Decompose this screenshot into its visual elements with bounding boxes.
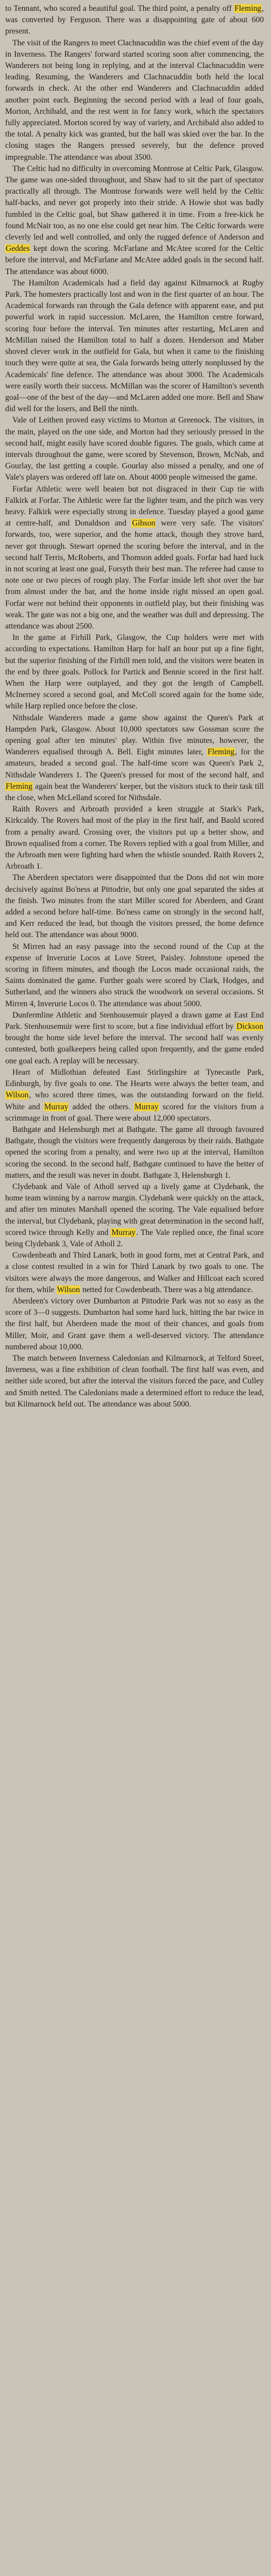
report-paragraph: In the game at Firhill Park, Glasgow, the Cup holders were met with according to expectations. Hamilton Harp for half an hour put up a fine fight, but the superior finishing of the Firhill men told, and the visitors were beaten in the end by three goals. Pollock for Partick and Bennie scored in the first half. When the Harp were outplayed, and they got the length of Campbell. McInerney scored a second goal, and McColl scored again for the home side, while Harp replied once before the close. (5, 633, 264, 711)
search-highlight: Wilson (57, 1285, 80, 1294)
report-paragraph: Dunfermline Athletic and Stenhousemuir played a drawn game at East End Park. Stenhousemuir were first to score, but a fine individual effort by Dickson brought the home side level before the interval. The second half was evenly contested, both goalkeepers being called upon frequently, and the game ended one goal each. A replay will be necessary. (5, 1010, 264, 1065)
report-paragraph: Nithsdale Wanderers made a game show against the Queen's Park at Hampden Park, Glasgow. About 10,000 spectators saw Gossman score the opening goal after ten minutes' play. Within five minutes, however, the Wanderers equalised through A. Bell. Eight minutes later, Fleming, for the amateurs, headed a second goal. The half-time score was Queen's Park 2, Nithsdale Wanderers 1. The Queen's pressed for most of the second half, and Fleming again beat the Wanderers' keeper, but the visitors stuck to their task till the close, when McLelland scored for Nithsdale. (5, 713, 264, 803)
report-paragraph: Vale of Leithen proved easy victims to Morton at Greenock. The visitors, in the main, played on the one side, and Morton had they seriously pressed in the second half, might easily have scored double figures. The goals, which came at intervals throughout the game, were scored by Stevenson, Brown, McNab, and Gourlay, the last getting a couple. Gourlay also missed a penalty, and one of Vale's players was ordered off late on. About 4000 people witnessed the game. (5, 416, 264, 482)
report-paragraph: Bathgate and Helensburgh met at Bathgate. The game all through favoured Bathgate, though the visitors were frequently dangerous by their raids. Bathgate opened the scoring from a penalty, and were two up at the interval, Hamilton scoring the second. In the second half, Bathgate continued to have the better of matters, and the result was never in doubt. Bathgate 3, Helensburgh 1. (5, 1125, 264, 1180)
search-highlight: Fleming (6, 782, 32, 791)
search-highlight: Murray (111, 1228, 136, 1237)
report-paragraph: Cowdenbeath and Third Lanark, both in good form, met at Central Park, and a close contest resulted in a win for Third Lanark by two goals to one. The visitors were always the more dangerous, and Walker and Hillcoat each scored for them, while Wilson netted for Cowdenbeath. There was a big attendance. (5, 1251, 264, 1294)
search-highlight: Dickson (236, 1022, 263, 1031)
report-paragraph: The match between Inverness Caledonian and Kilmarnock, at Telford Street, Inverness, was a fine exhibition of clean football. The first half was even, and neither side scored, but after the interval the visitors forced the pace, and Culley and Smith netted. The Caledonians made a determined effort to reduce the lead, but Kilmarnock held out. The attendance was about 5000. (5, 1353, 264, 1409)
search-highlight: Wilson (6, 1091, 29, 1100)
search-highlight: Geddes (6, 244, 30, 253)
report-paragraph: The Celtic had no difficulty in overcoming Montrose at Celtic Park, Glasgow. The game was one-sided throughout, and Shaw had to sit the part of spectator practically all through. The Montrose forwards were well held by the Celtic half-backs, and never got properly into their stride. A Howie shot was badly fumbled in the Celtic goal, but Shaw gathered it in time. From a free-kick he found McNair too, as no one else could get near him. The Celtic forwards were cleverly led and well controlled, and only the rugged defence of Anderson and Geddes kept down the scoring. McFarlane and McAtee scored for the Celtic before the interval, and McFarlane and McAtee added goals in the second half. The attendance was about 6000. (5, 164, 264, 276)
match-reports-column (5, 3, 264, 1410)
report-paragraph: Heart of Midlothian defeated East Stirlingshire at Tynecastle Park, Edinburgh, by five goals to one. The Hearts were always the better team, and Wilson, who scored three times, was the outstanding forward on the field. White and Murray added the others. Murray scored for the visitors from a scrimmage in front of goal. There were about 12,000 spectators. (5, 1067, 264, 1123)
search-highlight: Murray (44, 1102, 69, 1111)
report-paragraph: The visit of the Rangers to meet Clachnacuddin was the chief event of the day in Inverness. The Rangers' forward started scoring soon after commencing, the Wanderers not being long in replying, and at the interval Clachnacuddin were leading. Resuming, the Wanderers and Clachnacuddin both held the local forwards in check. At the other end Wanderers and Clachnacuddin added another point each. Beginning the second period with a lead of four goals, Morton, Archibald, and the rest went in for fancy work, which the spectators fully appreciated. Morton scored by way of variety, and Archibald also added to the total. A penalty kick was granted, but the ball was skied over the bar. In the closing stages the Rangers pressed severely, but the defence proved impregnable. The attendance was about 3500. (5, 38, 264, 162)
report-paragraph: The Aberdeen spectators were disappointed that the Dons did not win more decisively against Bo'ness at Pittodrie, but only one goal separated the sides at the finish. Two minutes from the start Miller scored for Aberdeen, and Grant added a second before half-time. Bo'ness came on strongly in the second half, and Kerr reduced the lead, but though the visitors pressed, the home defence held out. The attendance was about 9000. (5, 873, 264, 940)
report-paragraph: Forfar Athletic were well beaten but not disgraced in their Cup tie with Falkirk at Forfar. The Athletic were far the lighter team, and the pitch was very heavy. Falkirk were especially strong in defence. Tuesday played a good game at centre-half, and Donaldson and Gibson were very safe. The visitors' forwards, too, were superior, and the home attack, though they strove hard, never got through. Stewart opened the scoring before the interval, and in the second half Terris, McRoberts, and Thomson added goals. Forfar had hard luck in not scoring at least one goal, Forsyth their best man. The referee had cause to note one or two pieces of rough play. The Forfar inside left shot over the bar from almost under the bar, and the home inside right missed an open goal. Forfar were not behind their opponents in outfield play, but their finishing was weak. The gate was not a big one, and the weather was dull and depressing. The attendance was about 2500. (5, 484, 264, 631)
search-highlight: Fleming (234, 4, 262, 13)
report-paragraph: Aberdeen's victory over Dumbarton at Pittodrie Park was not so easy as the score of 3—0 suggests. Dumbarton had some hard luck, hitting the bar twice in the first half, but Aberdeen made the most of their chances, and goals from Miller, Moir, and Grant gave them a well-deserved victory. The attendance numbered about 10,000. (5, 1296, 264, 1351)
search-highlight: Gibson (132, 519, 156, 528)
search-highlight: Fleming (207, 748, 234, 757)
report-paragraph: to Tennant, who scored a beautiful goal. The third point, a penalty off Fleming, was converted by Ferguson. There was a disappointing gate of about 600 present. (5, 4, 264, 36)
search-highlight: Murray (134, 1102, 159, 1111)
report-paragraph: The Hamilton Academicals had a field day against Kilmarnock at Rugby Park. The homesters practically lost and won in the first quarter of an hour. The Academical forwards ran through the Gala defence with apparent ease, and put powerful work in rapid succession. McLaren, the Hamilton centre forward, scoring four before the interval. Ten minutes after restarting, McLaren and McMillan raised the Hamilton total to half a dozen. Henderson and Maber shoved clever work in the outfield for Gala, but when it came to the finishing touch they were quite at sea, the Gala forwards being utterly nonplussed by the Academicals' fine defence. The attendance was about 3000. The Academicals were easily worth their success. McMillan was the scorer of Hamilton's seventh goal—one of the best of the day—and McLaren added one more. Bell and Shaw did well for the losers, and Bell the ninth. (5, 278, 264, 414)
report-paragraph: Raith Rovers and Arbroath provided a keen struggle at Stark's Park, Kirkcaldy. The Rovers had most of the play in the first half, and Bauld scored from a penalty award. Crossing over, the visitors put up a better show, and Brown equalised from a corner. The Rovers replied with a goal from Miller, and the Arbroath men were fighting hard when the whistle sounded. Raith Rovers 2, Arbroath 1. (5, 805, 264, 871)
report-paragraph: St Mirren had an easy passage into the second round of the Cup at the expense of Inverurie Locos at Love Street, Paisley. Johnstone opened the scoring in fifteen minutes, and though the Locos made occasional raids, the Saints dominated the game. Further goals were scored by Clark, Hodges, and Sutherland, and the winners also struck the woodwork on several occasions. St Mirren 4, Inverurie Locos 0. The attendance was about 5000. (5, 942, 264, 1008)
report-paragraph: Clydebank and Vale of Atholl served up a lively game at Clydebank, the home team winning by a narrow margin. Clydebank were quickly on the attack, and after ten minutes Marshall opened the scoring. The Vale equalised before the interval, but Clydebank, playing with great determination in the second half, scored twice through Kelly and Murray. The Vale replied once, the final score being Clydebank 3, Vale of Atholl 2. (5, 1182, 264, 1248)
